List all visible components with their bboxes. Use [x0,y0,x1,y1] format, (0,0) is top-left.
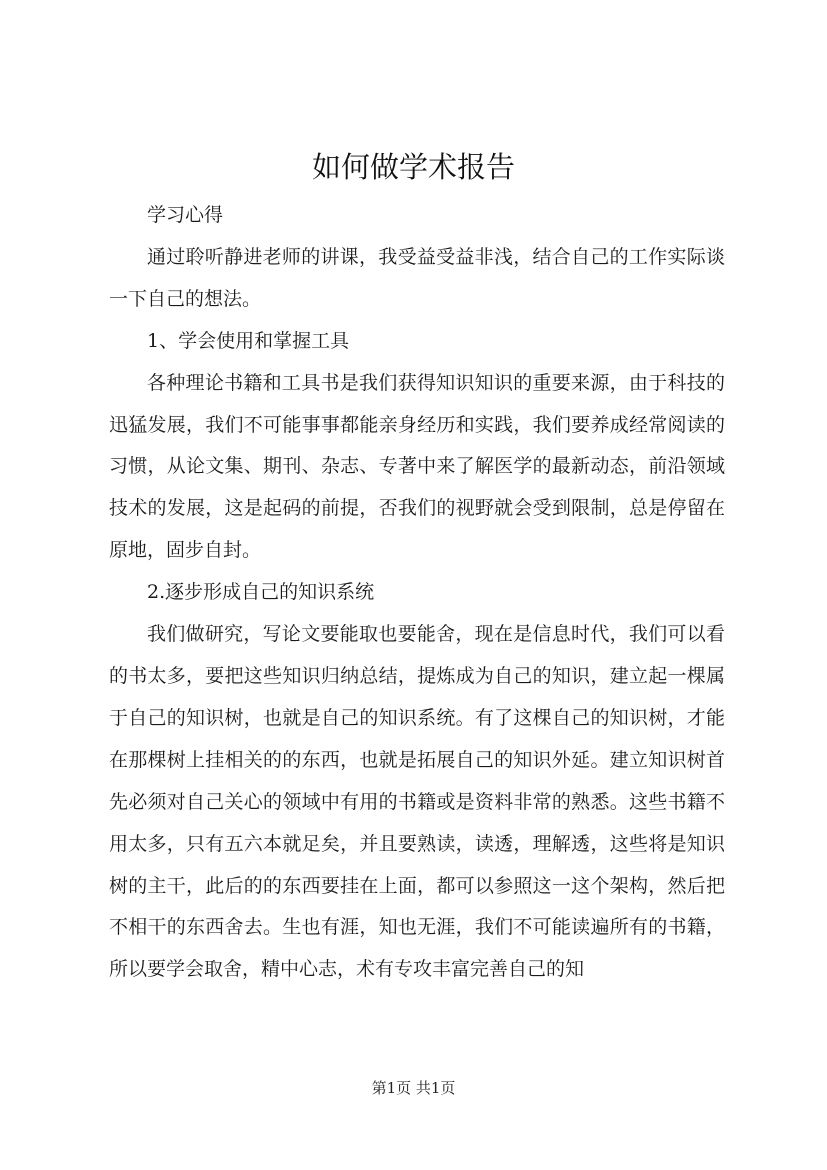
page-footer: 第1页 共1页 [371,1079,456,1097]
paragraph-knowledge-system: 我们做研究，写论文要能取也要能舍，现在是信息时代，我们可以看的书太多，要把这些知识归纳总结，提炼成为自己的知识，建立起一棵属于自己的知识树，也就是自己的知识系统。有了这棵自己的知识树，才能在那棵树上挂相关的的东西，也就是拓展自己的知识外延。建立知识树首先必须对自己关心的领域中有用的书籍或是资料非常的熟悉。这些书籍不用太多，只有五六本就足矣，并且要熟读，读透，理解透，这些将是知识树的主干，此后的的东西要挂在上面，都可以参照这一这个架构，然后把不相干的东西舍去。生也有涯，知也无涯，我们不可能读遍所有的书籍，所以要学会取舍，精中心志，术有专攻丰富完善自己的知 [109,623,725,981]
section-heading-study-notes: 学习心得 [147,204,224,226]
document-title: 如何做学术报告 [311,150,515,184]
section-heading-tools: 1、学会使用和掌握工具 [147,329,350,352]
document-body [109,195,725,991]
section-heading-knowledge-system: 2.逐步形成自己的知识系统 [147,581,375,604]
paragraph-intro: 通过聆听静进老师的讲课，我受益受益非浅，结合自己的工作实际谈一下自己的想法。 [109,245,725,310]
paragraph-tools: 各种理论书籍和工具书是我们获得知识知识的重要来源，由于科技的迅猛发展，我们不可能事事都能亲身经历和实践，我们要养成经常阅读的习惯，从论文集、期刊、杂志、专著中来了解医学的最新动态，前沿领域技术的发展，这是起码的前提，否我们的视野就会受到限制，总是停留在原地，固步自封。 [109,371,725,562]
